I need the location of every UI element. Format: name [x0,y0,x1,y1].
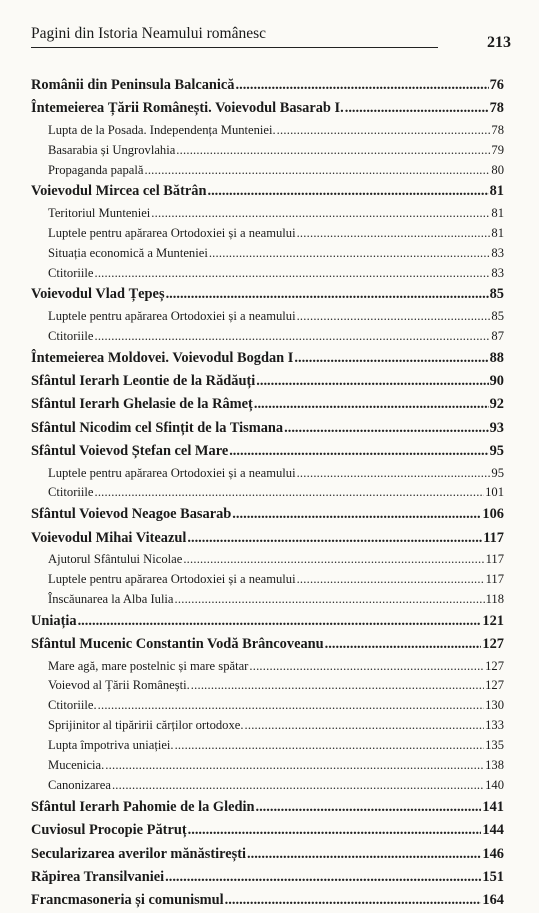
toc-entry-page-number: 79 [491,142,504,157]
dot-leader [247,843,481,866]
toc-entry-page-number: 140 [485,777,504,792]
toc-entry-title: Situația economică a Munteniei [48,245,208,260]
dot-leader [255,796,481,819]
toc-chapter-entry [31,180,504,203]
dot-leader [256,370,488,393]
toc-section-entry [31,464,504,484]
toc-entry-page-number: 81 [491,225,504,240]
page-number: 213 [487,34,511,51]
dot-leader [297,464,491,484]
toc-entry-title: Ctitoriile [48,265,94,280]
dot-leader [94,327,490,347]
toc-entry-page-number: 83 [491,245,504,260]
toc-chapter-entry [31,347,504,370]
dot-leader [232,503,481,526]
dot-leader [105,756,484,776]
toc-chapter-entry [31,503,504,526]
toc-entry-title: Întemeierea Moldovei. Voievodul Bogdan I [31,349,294,366]
toc-entry-title: Ctitoriile [48,328,94,343]
toc-chapter-entry [31,610,504,633]
toc-entry-page-number: 92 [489,396,504,413]
dot-leader [277,121,491,141]
toc-chapter-entry [31,796,504,819]
toc-entry-title: Sfântul Voievod Neagoe Basarab [31,506,232,523]
toc-section-entry [31,716,504,736]
dot-leader [297,224,491,244]
toc-entry-title: Întemeierea Țării Românești. Voievodul Basarab I. [31,100,344,117]
toc-entry-title: Luptele pentru apărarea Ortodoxiei și a neamului [48,465,296,480]
dot-leader [176,141,490,161]
toc-section-entry [31,327,504,347]
toc-entry-page-number: 88 [489,349,504,366]
toc-entry-title: Canonizarea [48,777,111,792]
dot-leader [345,97,489,120]
toc-entry-title: Voievod al Țării Românești. [48,678,190,693]
toc-entry-page-number: 83 [491,265,504,280]
toc-entry-page-number: 127 [485,658,504,673]
dot-leader [112,776,484,796]
toc-chapter-entry [31,866,504,889]
toc-entry-page-number: 85 [491,308,504,323]
toc-entry-page-number: 138 [485,758,504,772]
toc-entry-page-number: 95 [491,465,504,480]
toc-entry-page-number: 121 [482,612,504,629]
toc-entry-page-number: 78 [491,122,504,137]
toc-entry-page-number: 164 [482,892,504,909]
toc-entry-page-number: 81 [491,205,504,220]
toc-entry-title: Uniația [31,612,77,629]
toc-entry-page-number: 117 [485,571,504,586]
header-rule [31,47,438,48]
toc-section-entry [31,141,504,161]
toc-entry-title: Ajutorul Sfântului Nicolae [48,552,183,567]
toc-section-entry [31,696,504,716]
toc-entry-title: Propaganda papală [48,162,144,177]
toc-entry-title: Luptele pentru apărarea Ortodoxiei și a neamului [48,308,296,323]
toc-chapter-entry [31,843,504,866]
toc-section-entry [31,756,504,776]
toc-entry-page-number: 90 [489,372,504,389]
dot-leader [165,866,481,889]
toc-section-entry [31,307,504,327]
toc-entry-title: Teritoriul Munteniei [48,205,151,220]
toc-section-entry [31,676,504,696]
toc-entry-page-number: 117 [485,552,504,567]
toc-chapter-entry [31,440,504,463]
dot-leader [297,307,491,327]
toc-entry-page-number: 87 [491,328,504,343]
toc-entry-page-number: 141 [482,798,504,815]
toc-chapter-entry [31,819,504,842]
toc-entry-page-number: 127 [485,678,504,693]
dot-leader [297,570,485,590]
toc-entry-page-number: 95 [489,443,504,460]
toc-entry-title: Sfântul Mucenic Constantin Vodă Brâncoveanu [31,636,324,653]
toc-entry-page-number: 118 [485,591,504,606]
toc-chapter-entry [31,393,504,416]
toc-section-entry [31,736,504,756]
dot-leader [284,417,488,440]
toc-entry-page-number: 93 [489,419,504,436]
dot-leader [78,610,482,633]
toc-entry-title: Luptele pentru apărarea Ortodoxiei și a neamului [48,571,296,586]
dot-leader [144,161,490,181]
table-of-contents [31,74,504,913]
toc-entry-title: Luptele pentru apărarea Ortodoxiei și a neamului [48,225,296,240]
toc-entry-title: Voievodul Vlad Țepeș [31,286,165,303]
toc-chapter-entry [31,370,504,393]
toc-section-entry [31,657,504,677]
toc-section-entry [31,224,504,244]
toc-entry-title: Sfântul Ierarh Pahomie de la Gledin [31,798,255,815]
toc-section-entry [31,483,504,503]
toc-entry-title: Voievodul Mircea cel Bătrân [31,183,207,200]
dot-leader [294,347,488,370]
page-header [31,25,511,51]
dot-leader [225,889,482,912]
toc-entry-title: Cuviosul Procopie Pătruț [31,822,187,839]
dot-leader [175,590,485,610]
toc-section-entry [31,550,504,570]
dot-leader [188,819,482,842]
toc-entry-title: Secularizarea averilor mănăstirești [31,845,247,862]
dot-leader [254,393,489,416]
dot-leader [249,657,484,677]
toc-entry-page-number: 81 [489,183,504,200]
toc-entry-page-number: 127 [482,636,504,653]
dot-leader [209,244,491,264]
toc-section-entry [31,121,504,141]
toc-entry-title: Ctitoriile [48,485,94,500]
toc-section-entry [31,776,504,796]
toc-entry-page-number: 80 [491,162,504,177]
dot-leader [187,527,482,550]
toc-entry-page-number: 117 [483,529,504,546]
toc-entry-title: Lupta împotriva uniației. [48,738,174,753]
toc-section-entry [31,570,504,590]
toc-entry-title: Lupta de la Posada. Independența Munteniei. [48,122,276,137]
toc-entry-title: Francmasoneria și comunismul [31,892,224,909]
dot-leader [191,676,484,696]
dot-leader [94,264,490,284]
toc-entry-title: Sfântul Ierarh Ghelasie de la Râmeț [31,396,253,413]
toc-chapter-entry [31,889,504,912]
dot-leader [207,180,488,203]
toc-chapter-entry [31,527,504,550]
toc-entry-page-number: 130 [485,698,504,713]
toc-entry-page-number: 76 [489,77,504,93]
toc-section-entry [31,590,504,610]
dot-leader [229,440,488,463]
toc-section-entry [31,204,504,224]
toc-chapter-entry [31,97,504,120]
toc-entry-title: Sprijinitor al tipăririi cărților ortodoxe. [48,718,244,733]
dot-leader [183,550,484,570]
dot-leader [94,483,484,503]
toc-entry-page-number: 146 [482,845,504,862]
toc-entry-title: Ctitoriile. [48,698,97,713]
toc-entry-title: Sfântul Ierarh Leontie de la Rădăuți [31,372,256,389]
toc-section-entry [31,264,504,284]
toc-entry-title: Basarabia și Ungrovlahia [48,142,176,157]
toc-entry-page-number: 151 [482,868,504,885]
toc-entry-page-number: 135 [485,738,504,753]
toc-entry-title: Sfântul Nicodim cel Sfințit de la Tismana [31,419,284,436]
toc-entry-page-number: 106 [482,506,504,523]
toc-entry-title: Mucenicia. [48,758,105,772]
toc-entry-page-number: 133 [485,718,504,733]
toc-section-entry [31,161,504,181]
dot-leader [151,204,490,224]
toc-entry-page-number: 101 [485,485,504,500]
dot-leader [245,716,485,736]
dot-leader [175,736,485,756]
toc-entry-page-number: 78 [489,100,504,117]
dot-leader [325,633,482,656]
toc-entry-title: Sfântul Voievod Ștefan cel Mare [31,443,229,460]
dot-leader [98,696,484,716]
toc-chapter-entry [31,417,504,440]
toc-entry-page-number: 144 [482,822,504,839]
toc-chapter-entry [31,633,504,656]
toc-entry-page-number: 85 [489,286,504,303]
dot-leader [236,74,489,97]
toc-entry-title: Mare agă, mare postelnic și mare spătar [48,658,249,673]
toc-entry-title: Răpirea Transilvaniei [31,868,165,885]
toc-section-entry [31,244,504,264]
toc-chapter-entry [31,74,504,97]
running-title: Pagini din Istoria Neamului românesc [31,25,267,42]
dot-leader [166,283,489,306]
toc-chapter-entry [31,283,504,306]
toc-entry-title: Voievodul Mihai Viteazul [31,529,187,546]
toc-entry-title: Înscăunarea la Alba Iulia [48,591,174,606]
toc-entry-title: Românii din Peninsula Balcanică [31,77,235,93]
